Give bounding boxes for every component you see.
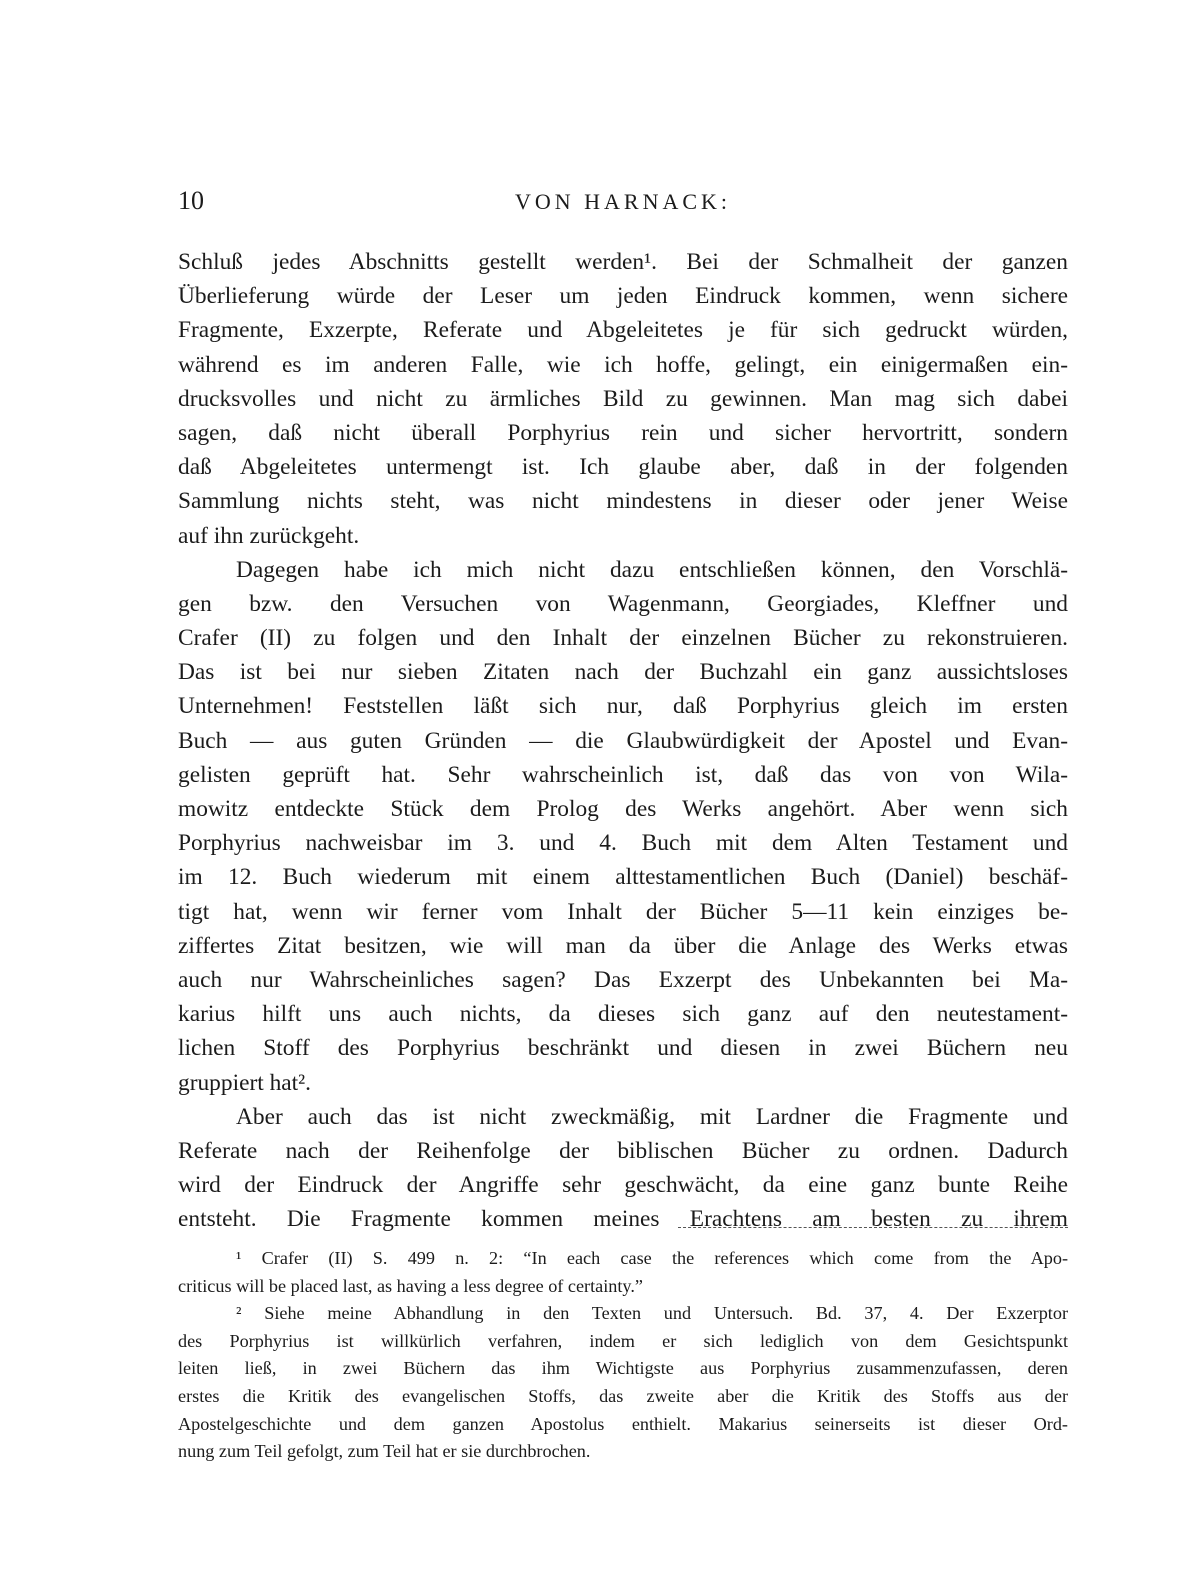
text-line: gelisten geprüft hat. Sehr wahrscheinlich ist, daß das von von Wila-	[178, 761, 1068, 788]
text-line: Unternehmen! Feststellen läßt sich nur, daß Porphyrius gleich im ersten	[178, 693, 1068, 720]
text-line: Sammlung nichts steht, was nicht mindestens in dieser oder jener Weise	[178, 488, 1068, 515]
text-line: Referate nach der Reihenfolge der biblischen Bücher zu ordnen. Dadurch	[178, 1137, 1068, 1164]
text-line: Schluß jedes Abschnitts gestellt werden¹. Bei der Schmalheit der ganzen	[178, 249, 1068, 275]
text-line: ziffertes Zitat besitzen, wie will man da über die Anlage des Werks etwas	[178, 932, 1068, 959]
page-header	[178, 186, 1068, 226]
text-line: Porphyrius nachweisbar im 3. und 4. Buch mit dem Alten Testament und	[178, 830, 1068, 857]
text-line: tigt hat, wenn wir ferner vom Inhalt der Bücher 5—11 kein einziges be-	[178, 898, 1068, 925]
text-line: mowitz entdeckte Stück dem Prolog des Werks angehört. Aber wenn sich	[178, 796, 1068, 822]
text-line: sagen, daß nicht überall Porphyrius rein und sicher hervortritt, sondern	[178, 419, 1068, 446]
text-line: Buch — aus guten Gründen — die Glaubwürdigkeit der Apostel und Evan-	[178, 727, 1068, 754]
text-line: Dagegen habe ich mich nicht dazu entschließen können, den Vorschlä-	[236, 556, 1068, 583]
text-line: daß Abgeleitetes untermengt ist. Ich glaube aber, daß in der folgenden	[178, 454, 1068, 481]
footnote-line: ² Siehe meine Abhandlung in den Texten und Untersuch. Bd. 37, 4. Der Exzerptor	[236, 1303, 1068, 1324]
main-text	[178, 245, 1068, 1236]
text-line: auch nur Wahrscheinliches sagen? Das Exzerpt des Unbekannten bei Ma-	[178, 966, 1068, 993]
text-line: gen bzw. den Versuchen von Wagenmann, Georgiades, Kleffner und	[178, 590, 1068, 617]
text-line: im 12. Buch wiederum mit einem alttestamentlichen Buch (Daniel) beschäf-	[178, 864, 1068, 891]
footnote-line: leiten ließ, in zwei Büchern das ihm Wichtigste aus Porphyrius zusammenzufassen, deren	[178, 1358, 1068, 1379]
text-line: lichen Stoff des Porphyrius beschränkt und diesen in zwei Büchern neu	[178, 1035, 1068, 1062]
footnote-line: Apostelgeschichte und dem ganzen Apostolus enthielt. Makarius seinerseits ist dieser Ord-	[178, 1413, 1068, 1434]
running-head: VON HARNACK:	[514, 189, 732, 214]
footnote-separator	[678, 1227, 1068, 1228]
text-line: auf ihn zurückgeht.	[178, 522, 360, 549]
footnote-line: criticus will be placed last, as having a less degree of certainty.”	[178, 1275, 643, 1296]
text-line: karius hilft uns auch nichts, da dieses sich ganz auf den neutestament-	[178, 1001, 1068, 1028]
footnotes	[178, 1245, 1068, 1466]
text-line: Überlieferung würde der Leser um jeden Eindruck kommen, wenn sichere	[178, 283, 1068, 310]
text-line: drucksvolles und nicht zu ärmliches Bild zu gewinnen. Man mag sich dabei	[178, 385, 1068, 412]
text-line: gruppiert hat².	[178, 1069, 312, 1096]
footnote-line: ¹ Crafer (II) S. 499 n. 2: “In each case the references which come from the Apo-	[236, 1248, 1068, 1268]
footnote-line: erstes die Kritik des evangelischen Stoffs, das zweite aber die Kritik des Stoffs aus der	[178, 1385, 1068, 1406]
text-line: wird der Eindruck der Angriffe sehr geschwächt, da eine ganz bunte Reihe	[178, 1172, 1068, 1199]
text-line: Crafer (II) zu folgen und den Inhalt der einzelnen Bücher zu rekonstruieren.	[178, 625, 1068, 652]
page-number: 10	[178, 186, 204, 215]
footnote-line: des Porphyrius ist willkürlich verfahren, indem er sich lediglich von dem Gesichtspunkt	[178, 1330, 1068, 1351]
text-line: Aber auch das ist nicht zweckmäßig, mit Lardner die Fragmente und	[236, 1103, 1068, 1130]
footnote-line: nung zum Teil gefolgt, zum Teil hat er sie durchbrochen.	[178, 1441, 591, 1462]
text-line: entsteht. Die Fragmente kommen meines Erachtens am besten zu ihrem	[178, 1206, 1068, 1233]
text-line: Fragmente, Exzerpte, Referate und Abgeleitetes je für sich gedruckt würden,	[178, 317, 1068, 344]
text-line: Das ist bei nur sieben Zitaten nach der Buchzahl ein ganz aussichtsloses	[178, 659, 1068, 686]
text-line: während es im anderen Falle, wie ich hoffe, gelingt, ein einigermaßen ein-	[178, 351, 1068, 378]
